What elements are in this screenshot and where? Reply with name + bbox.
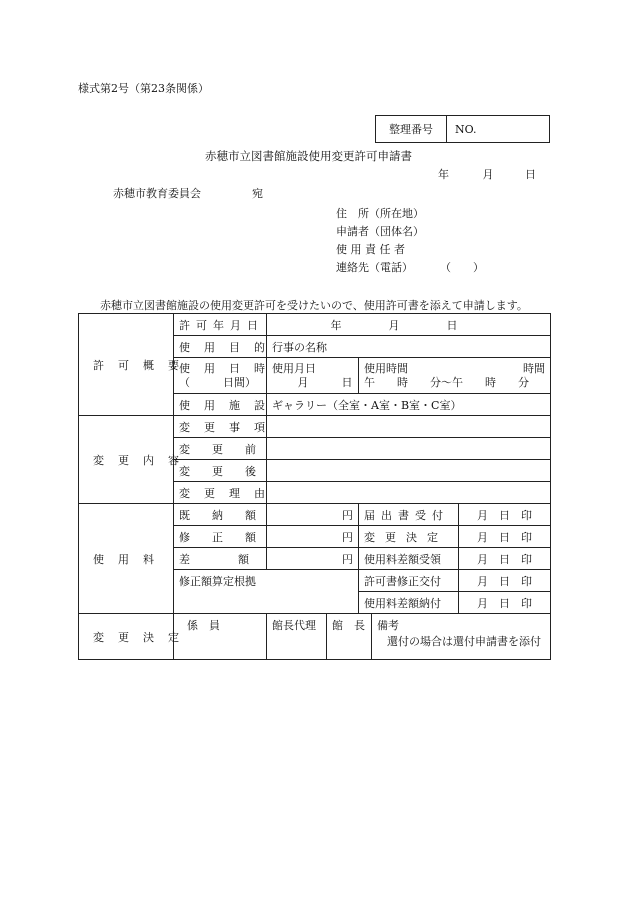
change-after-field[interactable] (267, 460, 551, 482)
applicant-address-label[interactable]: 住 所（所在地） (336, 207, 424, 220)
deputy-stamp-box[interactable]: 館長代理 (267, 614, 327, 660)
difference-label: 差額 (174, 548, 267, 570)
purpose-field[interactable] (267, 336, 551, 358)
change-reason-label: 変更理由 (174, 482, 267, 504)
notice-received-label: 届出書受付 (359, 504, 459, 526)
recipient: 赤穂市教育委員会 (113, 187, 201, 200)
difference-yen: 円 (342, 552, 353, 566)
use-time-range: 午 時 分〜午 時 分 (364, 375, 529, 389)
event-name-label: 行事の名称 (272, 340, 327, 354)
fee-diff-paid-stamp[interactable]: 月 日 印 (459, 592, 551, 614)
use-time-hours: 時間 (523, 361, 546, 375)
permit-date-label: 許可年月日 (174, 314, 267, 336)
change-before-label: 変更前 (174, 438, 267, 460)
remarks-note: 還付の場合は還付申請書を添付 (387, 635, 541, 648)
application-table (78, 313, 551, 660)
permit-date-year: 年 (330, 318, 342, 332)
facility-field[interactable] (267, 394, 551, 416)
use-date-field[interactable] (267, 358, 359, 394)
use-time-field[interactable] (359, 358, 551, 394)
form-number: 様式第2号（第23条関係） (78, 82, 209, 95)
permit-revised-label: 許可書修正交付 (359, 570, 459, 592)
applicant-contact-label[interactable]: 連絡先（電話） (336, 261, 413, 274)
remarks-label: 備考 (377, 619, 399, 632)
change-decided-label: 変更決定 (359, 526, 459, 548)
section-permit-summary: 許可概要 (79, 314, 174, 416)
corrected-yen: 円 (342, 530, 353, 544)
permit-date-month: 月 (388, 318, 400, 332)
use-time-label: 使用時間 (364, 361, 408, 375)
use-date-label: 使用月日 (272, 361, 316, 375)
reference-number-label: 整理番号 (376, 116, 447, 142)
change-decided-stamp[interactable]: 月 日 印 (459, 526, 551, 548)
reference-number-box (375, 115, 550, 143)
applicant-manager-label[interactable]: 使 用 責 任 者 (336, 243, 405, 256)
fee-diff-received-stamp[interactable]: 月 日 印 (459, 548, 551, 570)
paid-amount-label: 既納額 (174, 504, 267, 526)
permit-date-day: 日 (446, 318, 458, 332)
datetime-label: 使用日時 （ 日間） (174, 358, 267, 394)
correction-basis-label: 修正額算定根拠 (179, 575, 256, 588)
fee-diff-received-label: 使用料差額受領 (359, 548, 459, 570)
applicant-contact-paren: （ ） (440, 261, 484, 274)
corrected-amount-field[interactable] (267, 526, 359, 548)
fee-diff-paid-label: 使用料差額納付 (359, 592, 459, 614)
correction-basis-field[interactable] (174, 570, 359, 614)
facility-options: ギャラリー（全室・A室・B室・C室） (272, 398, 462, 412)
facility-label: 使用施設 (174, 394, 267, 416)
section-change-decision: 変更決定 (79, 614, 174, 660)
director-stamp-box[interactable]: 館 長 (327, 614, 372, 660)
date-month: 月 (482, 168, 494, 181)
change-before-field[interactable] (267, 438, 551, 460)
paid-amount-field[interactable] (267, 504, 359, 526)
date-year: 年 (438, 168, 449, 181)
section-usage-fee: 使用料 (79, 504, 174, 614)
date-day: 日 (525, 168, 536, 181)
permit-revised-stamp[interactable]: 月 日 印 (459, 570, 551, 592)
purpose-label: 使用目的 (174, 336, 267, 358)
use-date-day: 日 (341, 375, 353, 389)
change-item-label: 変更事項 (174, 416, 267, 438)
change-reason-field[interactable] (267, 482, 551, 504)
use-date-month: 月 (297, 375, 309, 389)
corrected-amount-label: 修正額 (174, 526, 267, 548)
applicant-name-label[interactable]: 申請者（団体名） (336, 225, 424, 238)
paid-yen: 円 (342, 508, 353, 522)
section-change-content: 変更内容 (79, 416, 174, 504)
notice-received-stamp[interactable]: 月 日 印 (459, 504, 551, 526)
application-date[interactable] (438, 166, 536, 182)
change-after-label: 変更後 (174, 460, 267, 482)
recipient-suffix: 宛 (252, 187, 263, 200)
form-title: 赤穂市立図書館施設使用変更許可申請書 (205, 149, 412, 163)
reference-number-value[interactable]: NO. (455, 122, 477, 136)
change-item-field[interactable] (267, 416, 551, 438)
remarks-box[interactable] (372, 614, 551, 660)
permit-date-field[interactable] (267, 314, 551, 336)
application-statement: 赤穂市立図書館施設の使用変更許可を受けたいので、使用許可書を添えて申請します。 (100, 299, 528, 312)
clerk-stamp-box[interactable]: 係 員 (174, 614, 267, 660)
